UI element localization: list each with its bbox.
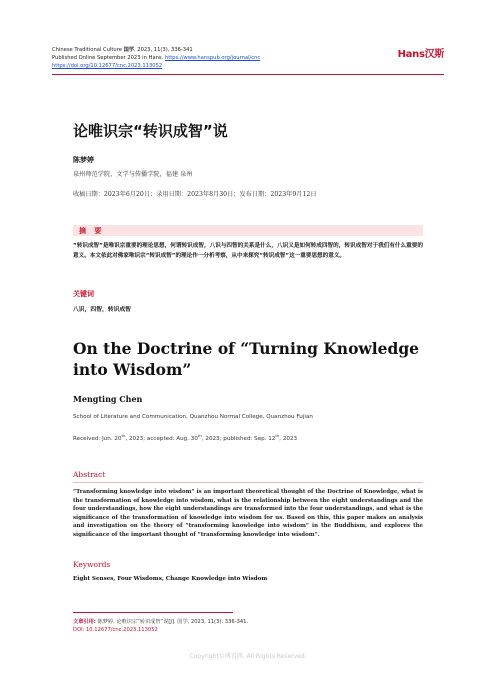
- citation-label: 文章引用:: [73, 619, 96, 625]
- keywords-en-label: Keywords: [73, 560, 111, 569]
- doi-link[interactable]: https://doi.org/10.12677/cnc.2023.113052: [52, 63, 163, 69]
- header-divider: [52, 74, 444, 75]
- published-text: , 2023; published: Sep. 12: [201, 436, 276, 442]
- received-sup: th: [121, 433, 126, 438]
- journal-name: Chinese Traditional Culture: [52, 47, 122, 53]
- abstract-zh-header-bar: [73, 225, 423, 236]
- journal-url-link[interactable]: https://www.hanspub.org/journal/cnc: [164, 55, 261, 61]
- paper-title-zh: 论唯识宗“转识成智”说: [73, 122, 228, 140]
- year-end-text: , 2023: [279, 436, 298, 442]
- paper-title-en: On the Doctrine of “Turning Knowledge into Wisdom”: [73, 339, 420, 379]
- abstract-en-label: Abstract: [73, 470, 106, 479]
- abstract-zh-text: “转识成智”是唯识宗重要的理论思想，何谓转识成智，八识与四智的关系是什么，八识又是如何转成四智的，转识成智对于我们有什么重要的意义。本文依此对佛家唯识宗“转识成智”的理论作一分析考察，从中来探究“转识成智”这一重要思想的意义。: [73, 243, 423, 259]
- published-prefix: Published Online September 2023 in Hans.: [52, 55, 165, 61]
- hans-logo: Hans汉斯: [397, 49, 444, 60]
- journal-line: [52, 46, 444, 54]
- published-line: [52, 54, 444, 62]
- citation-footer: [73, 618, 248, 625]
- published-sup: th: [275, 433, 280, 438]
- footer-doi[interactable]: DOI: 10.12677/cnc.2023.113052: [73, 627, 158, 633]
- journal-name-zh: 国学: [123, 47, 134, 53]
- abstract-zh-label: 摘 要: [79, 227, 105, 235]
- keywords-zh-label: 关键词: [73, 290, 94, 298]
- journal-header: [52, 46, 444, 70]
- dates-en: [73, 433, 297, 442]
- copyright-watermark: Copyright©博看网. All Rights Reserved.: [189, 653, 307, 660]
- abstract-en-text: “Transforming knowledge into wisdom” is an important theoretical thought of the Doctrine of Knowledge, what is the transformation of knowledge into wisdom, what is the relationship between the eight understandings and the four understandings, how the eight understandings are transformed into the four understandings, and what is the significance of the transformation of knowledge into wisdom for us. Based on this, this paper makes an analysis and investigation on the theory of “transforming knowledge into wisdom” in the Buddhism, and explores the significance of the important thought of “transforming knowledge into wisdom”.: [73, 489, 423, 538]
- accepted-text: , 2023; accepted: Aug. 30: [125, 436, 198, 442]
- journal-citation: , 2023, 11(3), 336-341: [133, 47, 193, 53]
- doi-line: [52, 62, 444, 70]
- affiliation-zh: 泉州师范学院，文学与传播学院，福建 泉州: [73, 171, 193, 178]
- keywords-en: Eight Senses, Four Wisdoms, Change Knowledge into Wisdom: [73, 576, 268, 582]
- keywords-zh: 八识，四智，转识成智: [73, 307, 131, 313]
- author-zh: 陈梦婷: [73, 156, 94, 164]
- footer-divider: [73, 612, 233, 613]
- author-en: Mengting Chen: [73, 394, 143, 404]
- received-text: Received: Jun. 20: [73, 436, 122, 442]
- abstract-en-divider: [73, 482, 423, 483]
- citation-text: 陈梦婷. 论唯识宗“转识成智”说[J]. 国学, 2023, 11(3): 336-341.: [95, 619, 249, 625]
- affiliation-en: School of Literature and Communication, Quanzhou Normal College, Quanzhou Fujian: [73, 414, 313, 420]
- accepted-sup: th: [197, 433, 202, 438]
- dates-zh: 收稿日期：2023年6月20日；录用日期：2023年8月30日；发布日期：2023年9月12日: [73, 191, 317, 198]
